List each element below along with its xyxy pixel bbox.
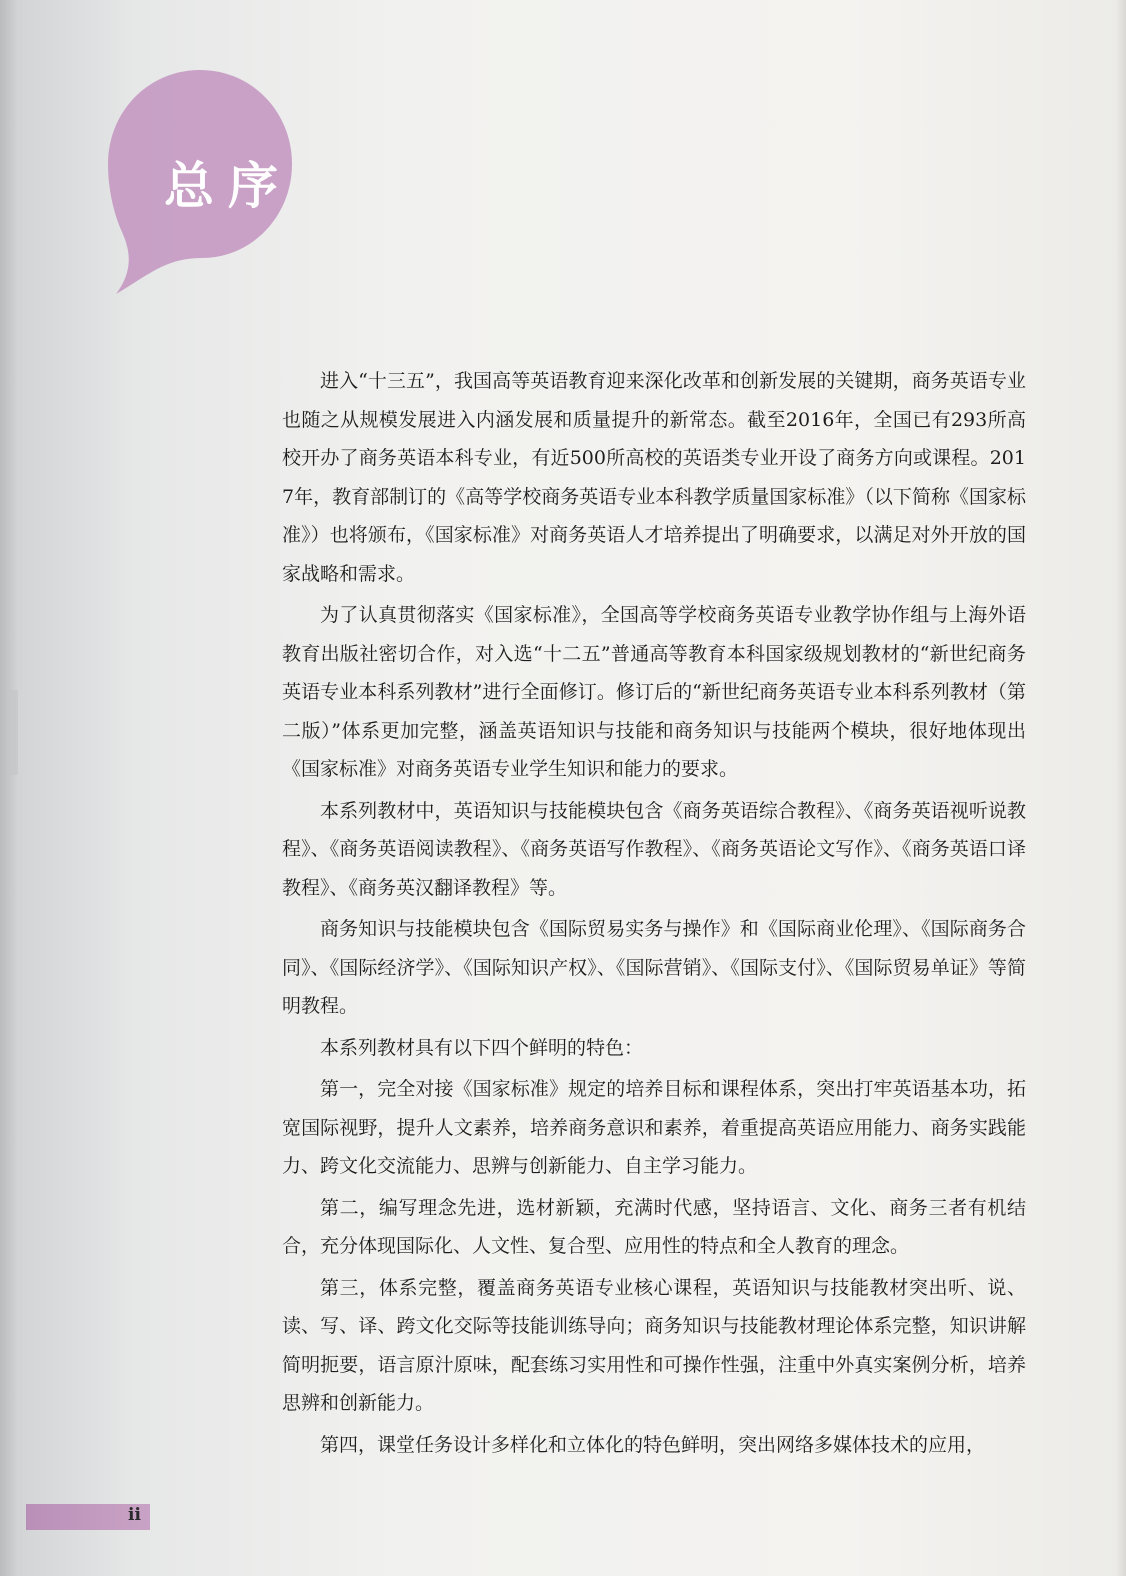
paragraph-7: 第二，编写理念先进，选材新颖，充满时代感，坚持语言、文化、商务三者有机结合，充分体现国际化、人文性、复合型、应用性的特点和全人教育的理念。 — [282, 1196, 1026, 1257]
paragraph-1: 进入“十三五”，我国高等英语教育迎来深化改革和创新发展的关键期，商务英语专业也随之从规模发展进入内涵发展和质量提升的新常态。截至2016年，全国已有293所高校开办了商务英语本科专业，有近500所高校的英语类专业开设了商务方向或课程。2017年，教育部制订的《高等学校商务英语专业本科教学质量国家标准》（以下简称《国家标准》）也将颁布，《国家标准》对商务英语人才培养提出了明确要求，以满足对外开放的国家战略和需求。 — [282, 370, 1026, 585]
binding-mark — [8, 690, 18, 775]
paragraph-2: 为了认真贯彻落实《国家标准》，全国高等学校商务英语专业教学协作组与上海外语教育出版社密切合作，对入选“十二五”普通高等教育本科国家级规划教材的“新世纪商务英语专业本科系列教材”进行全面修订。修订后的“新世纪商务英语专业本科系列教材（第二版）”体系更加完整，涵盖英语知识与技能和商务知识与技能两个模块，很好地体现出《国家标准》对商务英语专业学生知识和能力的要求。 — [282, 604, 1026, 780]
section-title: 总序 — [164, 157, 292, 215]
paragraph-4: 商务知识与技能模块包含《国际贸易实务与操作》和《国际商业伦理》、《国际商务合同》、《国际经济学》、《国际知识产权》、《国际营销》、《国际支付》、《国际贸易单证》等简明教程。 — [282, 918, 1026, 1017]
page-gutter-shadow — [0, 0, 18, 1576]
paragraph-9: 第四，课堂任务设计多样化和立体化的特色鲜明，突出网络多媒体技术的应用， — [320, 1433, 986, 1456]
paragraph-5: 本系列教材具有以下四个鲜明的特色： — [320, 1036, 644, 1059]
paragraph-8: 第三，体系完整，覆盖商务英语专业核心课程，英语知识与技能教材突出听、说、读、写、译、跨文化交际等技能训练导向；商务知识与技能教材理论体系完整，知识讲解简明扼要，语言原汁原味，配套练习实用性和可操作性强，注重中外真实案例分析，培养思辨和创新能力。 — [282, 1276, 1026, 1414]
paragraph-6: 第一，完全对接《国家标准》规定的培养目标和课程体系，突出打牢英语基本功，拓宽国际视野，提升人文素养，培养商务意识和素养，着重提高英语应用能力、商务实践能力、跨文化交流能力、思辨与创新能力、自主学习能力。 — [282, 1078, 1026, 1177]
paragraph-3: 本系列教材中，英语知识与技能模块包含《商务英语综合教程》、《商务英语视听说教程》、《商务英语阅读教程》、《商务英语写作教程》、《商务英语论文写作》、《商务英语口译教程》、《商务英汉翻译教程》等。 — [282, 799, 1026, 899]
preface-body — [282, 362, 1026, 1467]
section-title-bubble — [106, 64, 294, 296]
page-edge — [1116, 0, 1126, 1576]
page-number: ii — [128, 1505, 141, 1525]
